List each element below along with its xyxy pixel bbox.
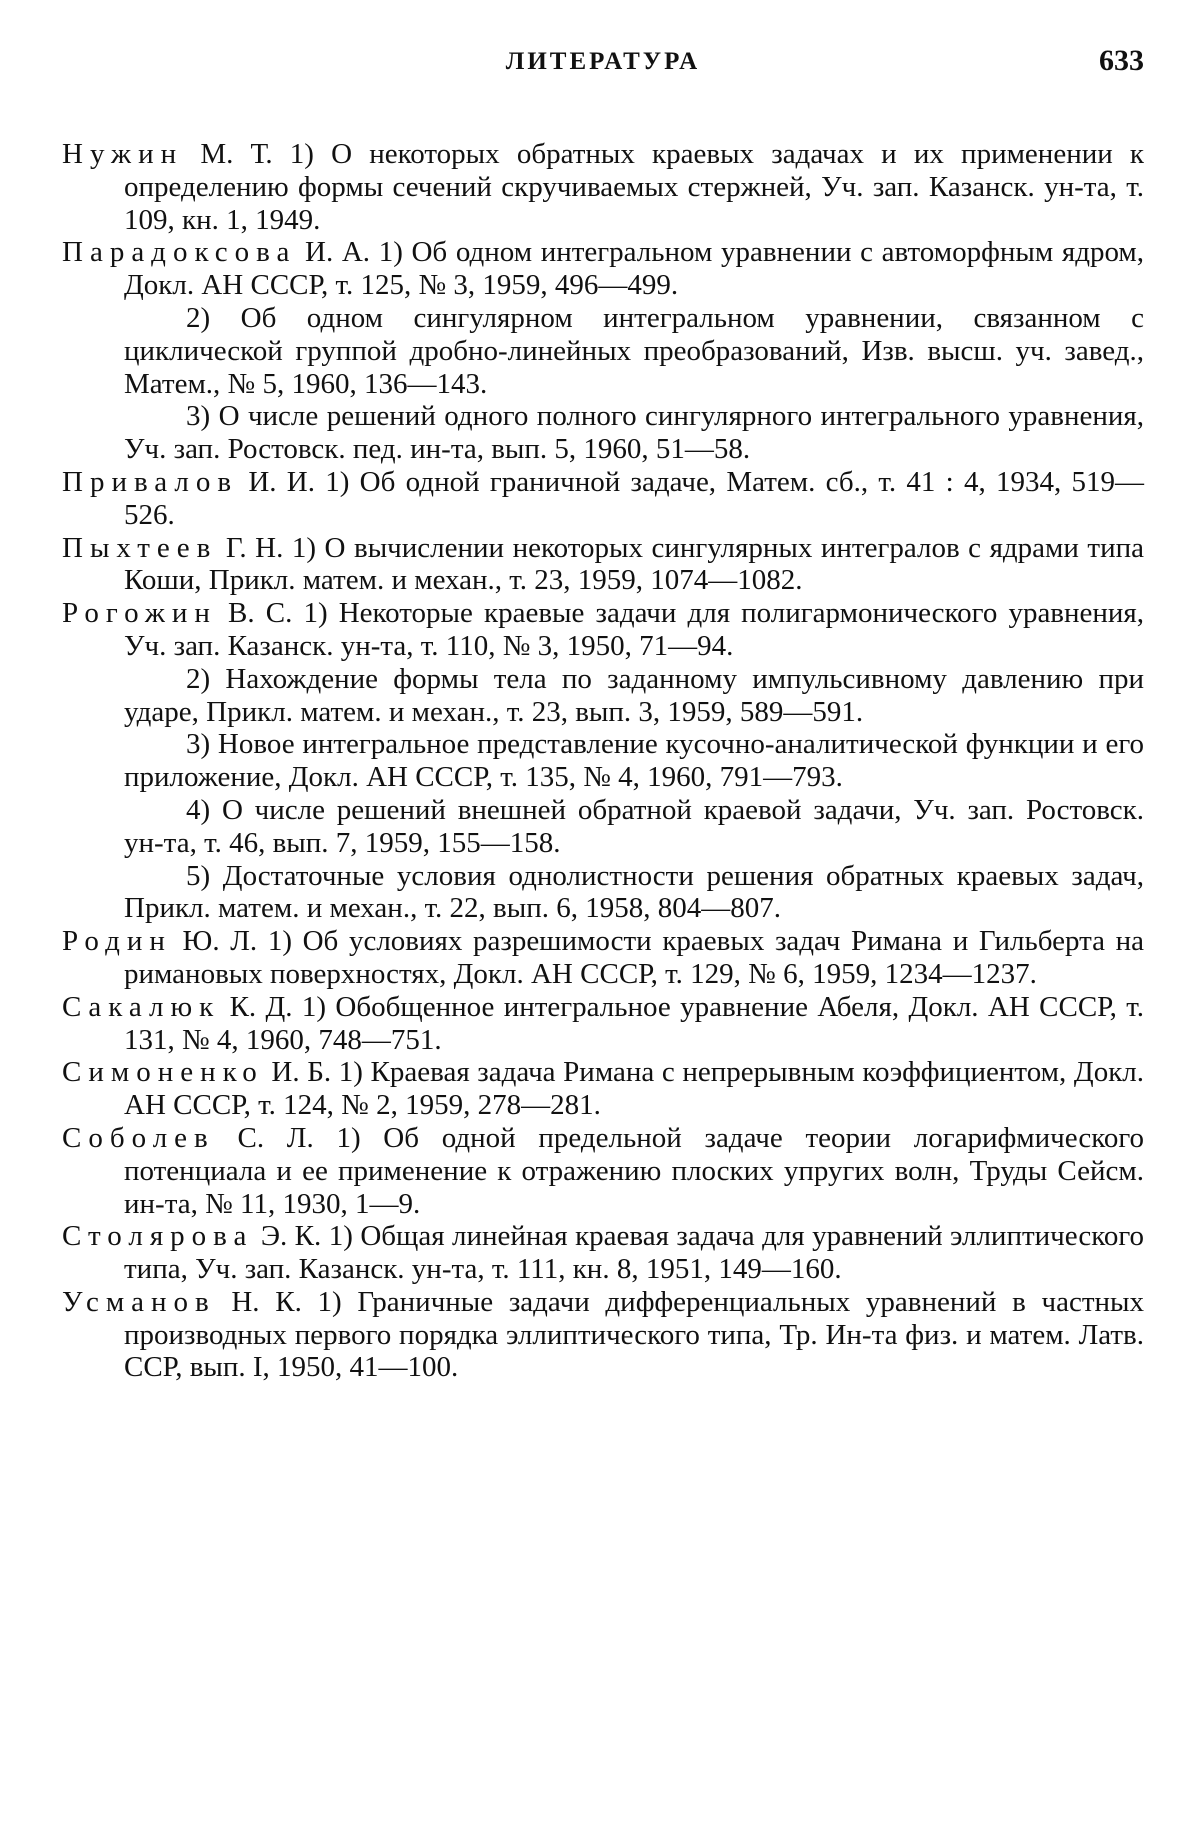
work-reference: 1) О некоторых обратных краевых задачах и их применении к определению формы сечений скручиваемых стержней, Уч. зап. Казанск. ун-та, т. 109, кн. 1, 1949. xyxy=(124,138,1145,236)
author-initials: С. Л. xyxy=(237,1121,314,1154)
author-surname: Симоненко xyxy=(62,1056,264,1089)
bibliography-entry xyxy=(62,925,1144,991)
author-surname: Пыхтеев xyxy=(62,531,218,564)
work-reference: 1) Об одном интегральном уравнении с автоморфным ядром, Докл. АН СССР, т. 125, № 3, 1959, 496—499. xyxy=(124,236,1144,302)
work-reference: 1) Граничные задачи дифференциальных уравнений в частных производных первого порядка эллиптического типа, Тр. Ин-та физ. и матем. Латв. ССР, вып. I, 1950, 41—100. xyxy=(124,1285,1144,1384)
bibliography-list xyxy=(62,138,1144,1384)
running-head: ЛИТЕРАТУРА xyxy=(505,48,701,75)
author-surname: Родин xyxy=(62,925,172,958)
author-initials: К. Д. xyxy=(229,990,293,1023)
work-reference: 2) Об одном сингулярном интегральном уравнении, связанном с циклической группой дробно-линейных преобразований, Изв. высш. уч. завед., Матем., № 5, 1960, 136—143. xyxy=(124,301,1144,400)
author-initials: И. А. xyxy=(305,236,371,269)
author-initials: И. Б. xyxy=(271,1056,332,1089)
work-reference: 3) Новое интегральное представление кусочно-аналитической функции и его приложение, Докл. АН СССР, т. 135, № 4, 1960, 791—793. xyxy=(124,728,1144,794)
work-reference: 1) О вычислении некоторых сингулярных интегралов с ядрами типа Коши, Прикл. матем. и механ., т. 23, 1959, 1074—1082. xyxy=(124,531,1145,597)
author-surname: Соболев xyxy=(62,1121,215,1154)
bibliography-entry xyxy=(62,236,1144,302)
bibliography-entry xyxy=(62,1122,1144,1220)
page xyxy=(62,40,1144,1384)
work-reference: 2) Нахождение формы тела по заданному импульсивному давлению при ударе, Прикл. матем. и механ., т. 23, вып. 3, 1959, 589—591. xyxy=(124,662,1144,728)
work-reference: 4) О числе решений внешней обратной краевой задачи, Уч. зап. Ростовск. ун-та, т. 46, вып. 7, 1959, 155—158. xyxy=(124,793,1144,859)
work-reference: 1) Обобщенное интегральное уравнение Абеля, Докл. АН СССР, т. 131, № 4, 1960, 748—751. xyxy=(124,990,1145,1056)
page-header xyxy=(62,40,1144,86)
author-surname: Столярова xyxy=(62,1220,254,1253)
work-reference: 1) Общая линейная краевая задача для уравнений эллиптического типа, Уч. зап. Казанск. ун-та, т. 111, кн. 8, 1951, 149—160. xyxy=(124,1220,1144,1286)
bibliography-entry xyxy=(62,1220,1144,1286)
bibliography-entry xyxy=(62,532,1144,598)
author-initials: Г. Н. xyxy=(225,531,284,564)
author-initials: В. С. xyxy=(228,597,293,630)
work-reference: 3) О числе решений одного полного сингулярного интегрального уравнения, Уч. зап. Ростовск. пед. ин-та, вып. 5, 1960, 51—58. xyxy=(124,400,1144,466)
author-surname: Нужин xyxy=(62,138,184,170)
work-reference: 1) Об одной предельной задаче теории логарифмического потенциала и ее применение к отражению плоских упругих волн, Труды Сейсм. ин-та, № 11, 1930, 1—9. xyxy=(124,1121,1145,1220)
work-reference: 5) Достаточные условия однолистности решения обратных краевых задач, Прикл. матем. и механ., т. 22, вып. 6, 1958, 804—807. xyxy=(124,859,1144,925)
work-reference: 1) Краевая задача Римана с непрерывным коэффициентом, Докл. АН СССР, т. 124, № 2, 1959, 278—281. xyxy=(124,1056,1145,1122)
author-initials: Ю. Л. xyxy=(182,925,258,958)
author-initials: Э. К. xyxy=(260,1220,322,1253)
author-initials: Н. К. xyxy=(231,1285,302,1318)
author-surname: Усманов xyxy=(62,1285,216,1318)
work-reference: 1) Об одной граничной задаче, Матем. сб., т. 41 : 4, 1934, 519—526. xyxy=(124,465,1145,531)
bibliography-entry xyxy=(62,1286,1144,1384)
author-surname: Парадоксова xyxy=(62,236,297,269)
author-initials: И. И. xyxy=(248,465,315,498)
work-reference: 1) Об условиях разрешимости краевых задач Римана и Гильберта на римановых поверхностях, Докл. АН СССР, т. 129, № 6, 1959, 1234—1237. xyxy=(124,925,1145,990)
work-reference: 1) Некоторые краевые задачи для полигармонического уравнения, Уч. зап. Казанск. ун-та, т. 110, № 3, 1950, 71—94. xyxy=(124,597,1145,662)
bibliography-entry xyxy=(62,1056,1144,1122)
bibliography-entry xyxy=(62,138,1144,236)
author-surname: Рогожин xyxy=(62,597,217,630)
bibliography-entry xyxy=(62,991,1144,1057)
bibliography-entry xyxy=(62,597,1144,663)
page-number: 633 xyxy=(1099,44,1144,77)
author-surname: Сакалюк xyxy=(62,990,221,1023)
bibliography-entry xyxy=(62,466,1144,532)
author-surname: Привалов xyxy=(62,465,239,498)
author-initials: М. Т. xyxy=(200,138,273,170)
